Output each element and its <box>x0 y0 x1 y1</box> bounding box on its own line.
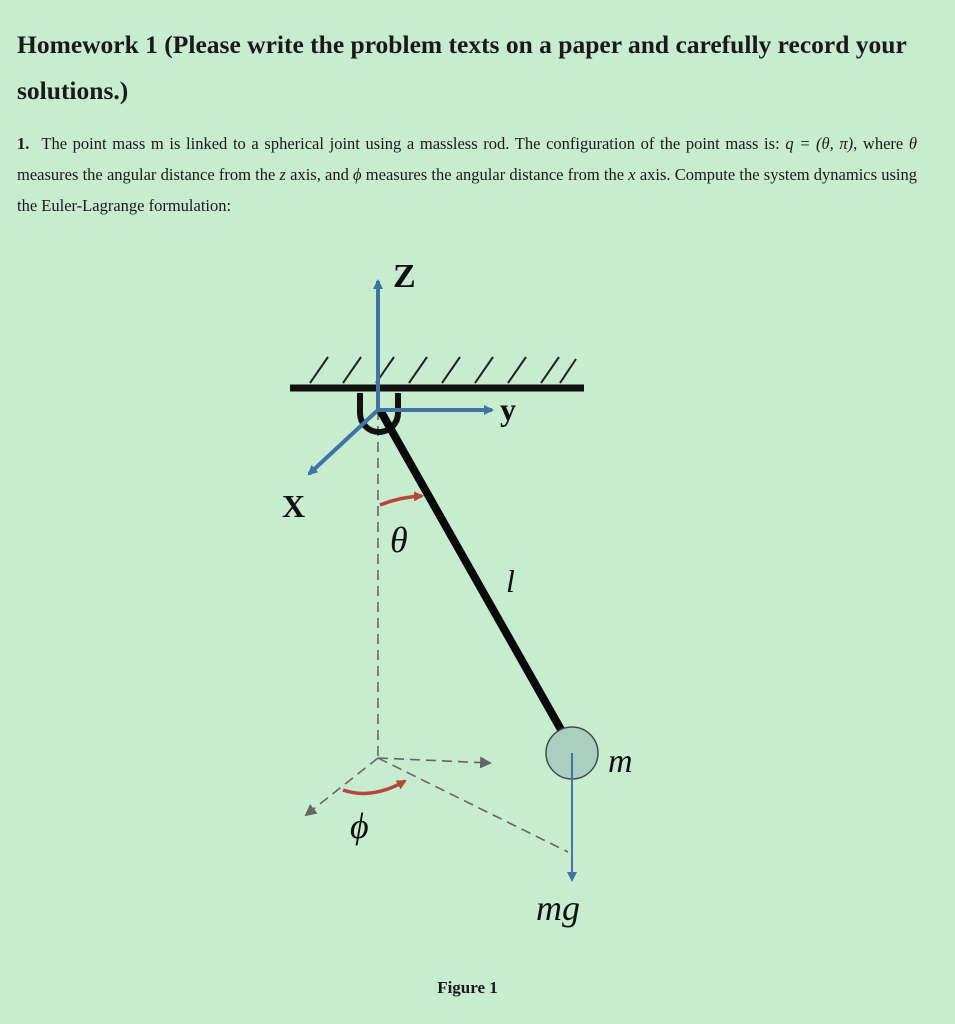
theta-label: θ <box>390 520 408 560</box>
rod <box>380 410 568 742</box>
gravity-label: mg <box>536 888 580 928</box>
figure-caption: Figure 1 <box>437 978 498 997</box>
problem-text-6: axis. Compute the system dynamics using the Euler-Lagrange formulation: <box>17 165 917 215</box>
x-symbol: x <box>628 165 636 184</box>
y-projection-dashed <box>378 758 490 763</box>
problem-text-1: The point mass m is linked to a spherical joint using a massless rod. The configuration of the point mass is: <box>41 134 786 153</box>
mass-label: m <box>608 743 633 780</box>
problem-text-5: measures the angular distance from the <box>361 165 629 184</box>
mass-projection-dashed <box>378 758 568 852</box>
x-axis-arrow <box>309 410 378 474</box>
problem-statement <box>17 128 917 221</box>
theta-symbol: θ <box>908 134 917 153</box>
page-title: Homework 1 (Please write the problem texts on a paper and carefully record your solutions.) <box>17 30 907 105</box>
problem-text-4: axis, and <box>285 165 354 184</box>
config-equation: q = (θ, π) <box>785 134 854 153</box>
y-axis-label: y <box>500 391 516 427</box>
ceiling-hatching <box>310 357 576 383</box>
phi-angle-arrow <box>343 781 405 793</box>
problem-text-3: measures the angular distance from the <box>17 165 280 184</box>
z-symbol: z <box>279 165 286 184</box>
z-axis-label: Z <box>393 258 416 295</box>
phi-symbol: ϕ <box>353 165 362 184</box>
problem-number: 1. <box>17 134 30 153</box>
x-axis-label: X <box>282 488 306 524</box>
phi-label: ϕ <box>350 806 369 846</box>
pendulum-diagram <box>0 240 955 1020</box>
length-label: l <box>506 563 515 599</box>
problem-text-2: , where <box>853 134 909 153</box>
theta-angle-arrow <box>380 496 422 505</box>
